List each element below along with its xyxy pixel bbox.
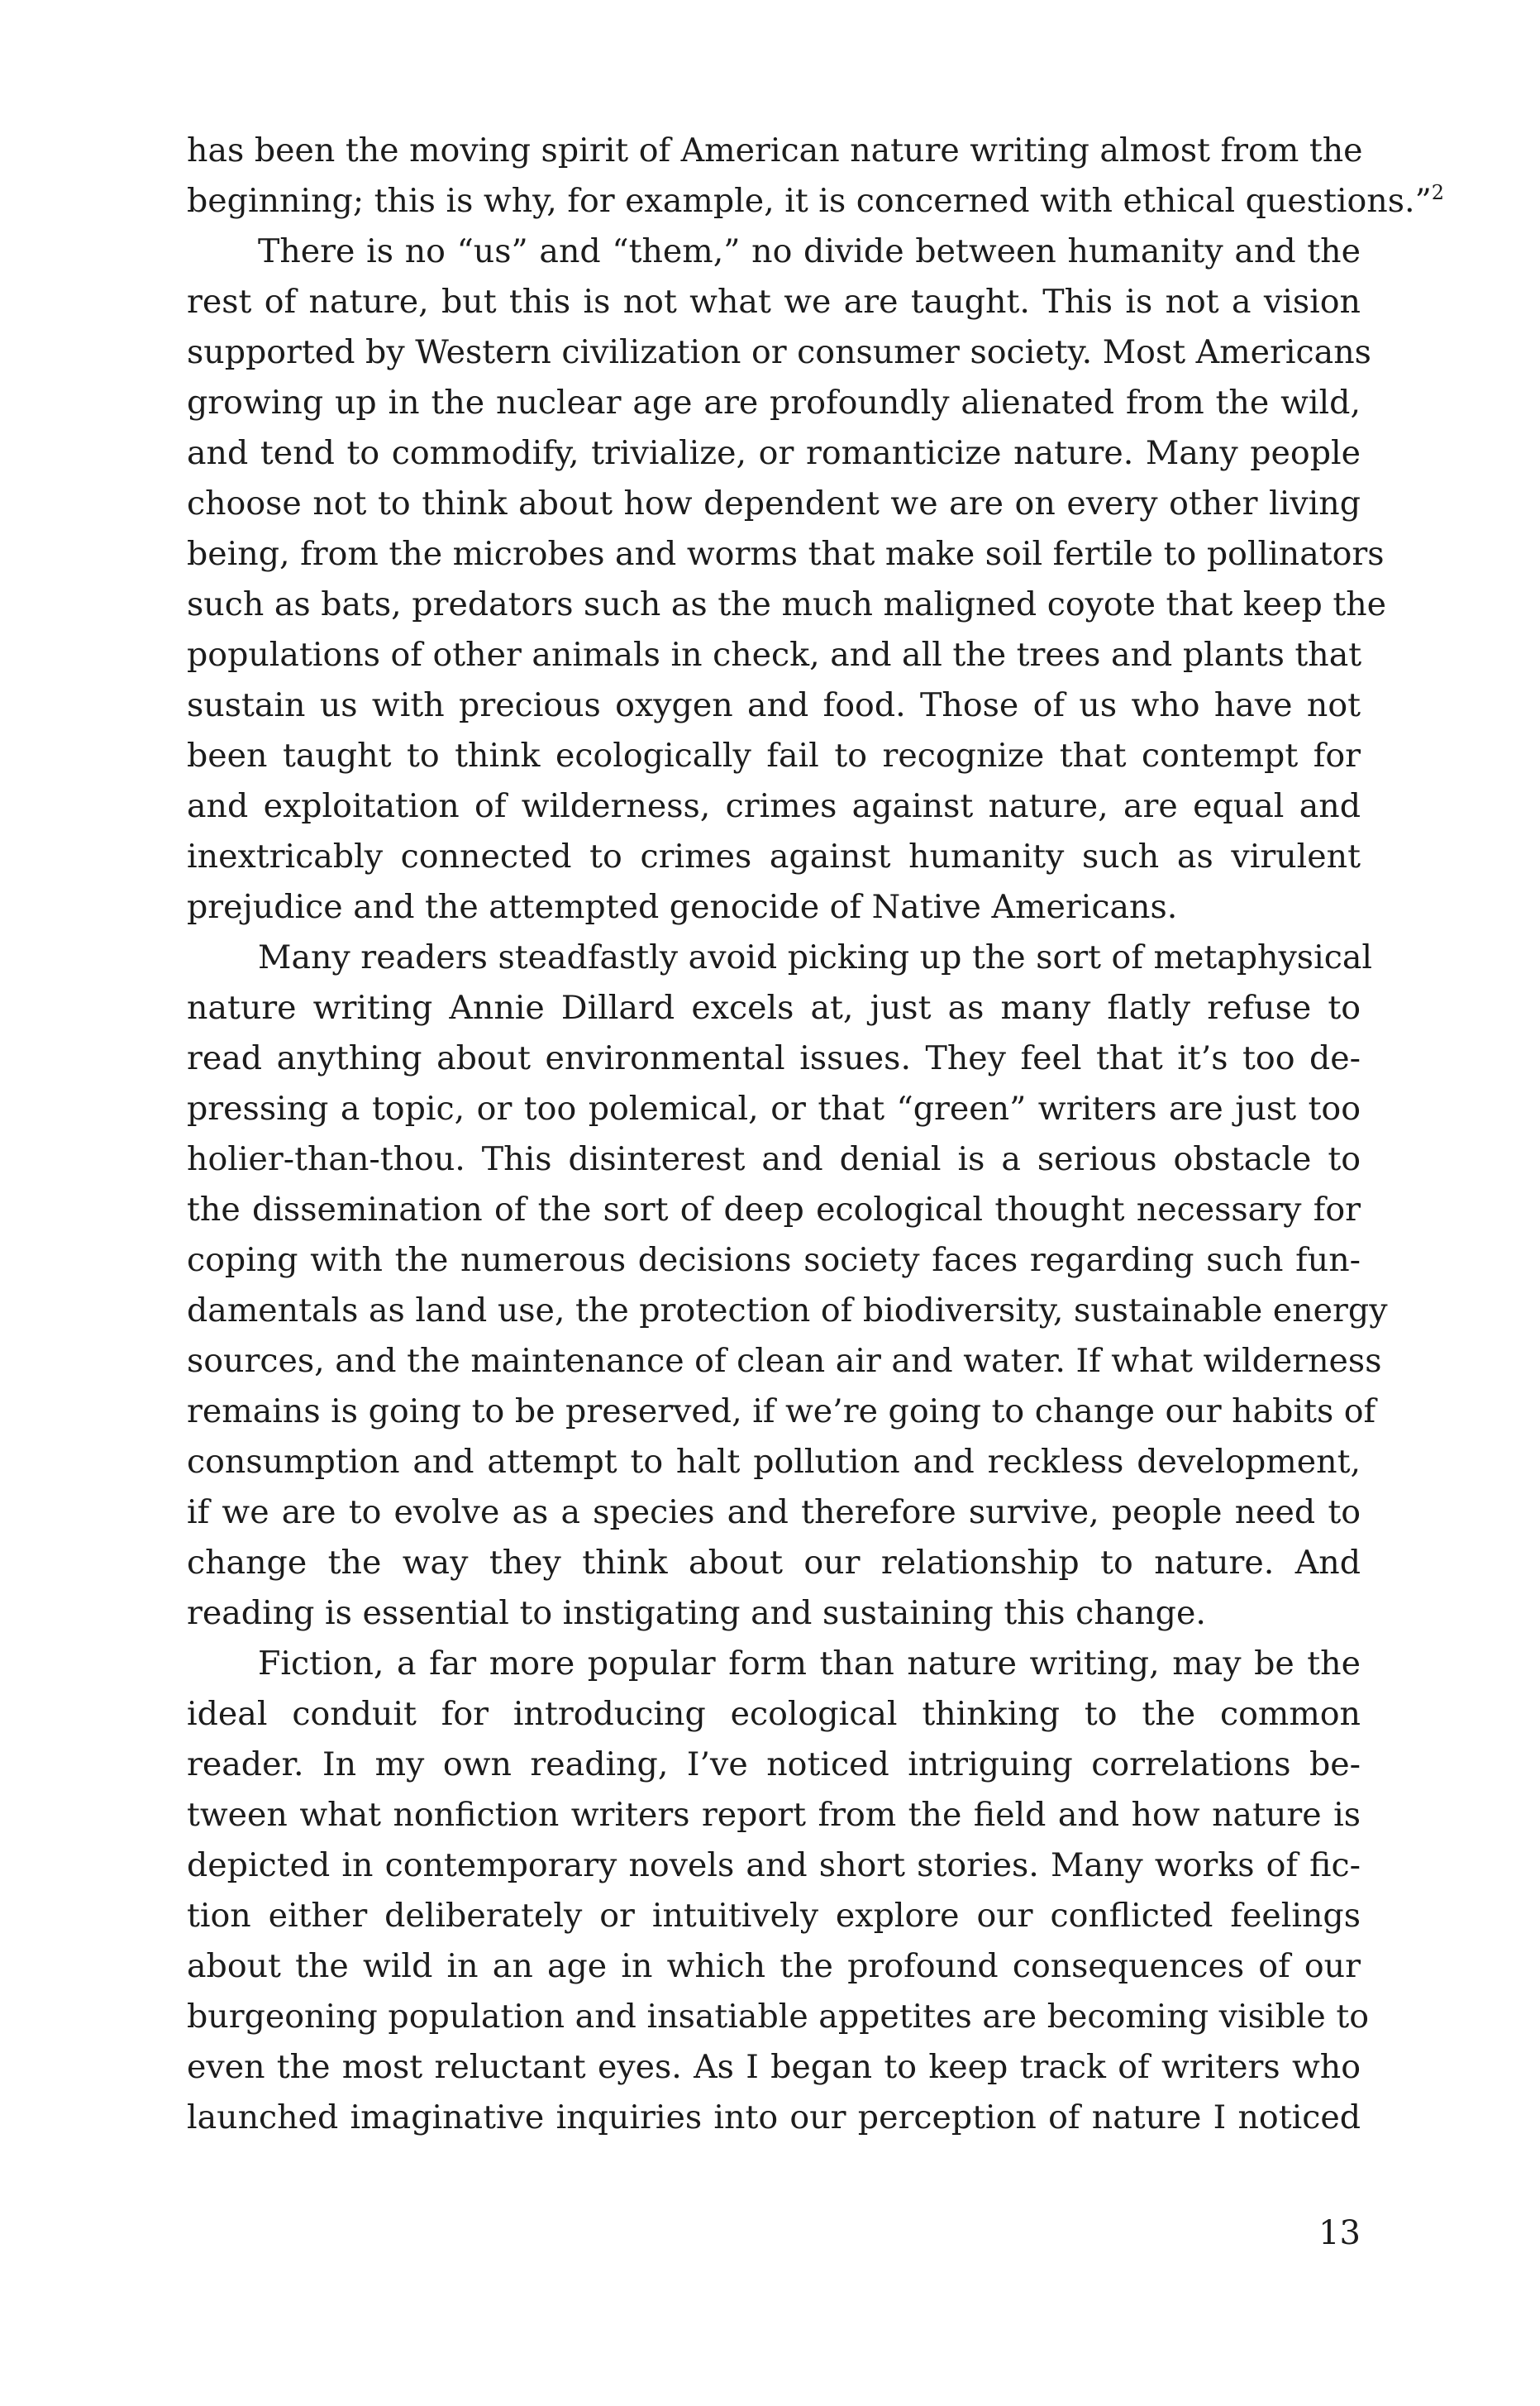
text-line: sustain us with precious oxygen and food. Those of us who have not: [187, 686, 1361, 724]
text-line: rest of nature, but this is not what we are taught. This is not a vision: [187, 283, 1361, 321]
text-line: ideal conduit for introducing ecological thinking to the common: [187, 1695, 1361, 1733]
text-line: Many readers steadfastly avoid picking up the sort of metaphysical: [258, 938, 1373, 976]
text-line: change the way they think about our relationship to nature. And: [187, 1544, 1361, 1582]
text-line: sources, and the maintenance of clean air and water. If what wilderness: [187, 1342, 1382, 1380]
text-line: the dissemination of the sort of deep ecological thought necessary for: [187, 1191, 1361, 1229]
text-line: choose not to think about how dependent we are on every other living: [187, 485, 1361, 523]
text-line-content: beginning; this is why, for example, it is concerned with ethical questions.”: [187, 182, 1432, 220]
text-line: [187, 176, 1445, 227]
text-line: tween what nonfiction writers report from the field and how nature is: [187, 1796, 1361, 1834]
text-line: such as bats, predators such as the much maligned coyote that keep the: [187, 585, 1387, 623]
text-line: nature writing Annie Dillard excels at, just as many flatly refuse to: [187, 989, 1361, 1027]
text-line: reader. In my own reading, I’ve noticed intriguing correlations be-: [187, 1745, 1361, 1783]
text-line: Fiction, a far more popular form than nature writing, may be the: [258, 1645, 1361, 1683]
text-line: being, from the microbes and worms that make soil fertile to pollinators: [187, 535, 1385, 573]
text-line: reading is essential to instigating and sustaining this change.: [187, 1594, 1206, 1632]
text-line: if we are to evolve as a species and therefore survive, people need to: [187, 1493, 1361, 1531]
text-line: coping with the numerous decisions society faces regarding such fun-: [187, 1241, 1361, 1279]
text-line: consumption and attempt to halt pollution and reckless development,: [187, 1443, 1361, 1481]
text-line: even the most reluctant eyes. As I began to keep track of writers who: [187, 2048, 1361, 2086]
text-line: There is no “us” and “them,” no divide between humanity and the: [258, 232, 1361, 270]
text-line: inextricably connected to crimes against humanity such as virulent: [187, 838, 1361, 876]
text-line: about the wild in an age in which the profound consequences of our: [187, 1947, 1361, 1985]
body-text: [187, 126, 1445, 2143]
text-line: pressing a topic, or too polemical, or that “green” writers are just too: [187, 1090, 1361, 1128]
text-line: remains is going to be preserved, if we’re going to change our habits of: [187, 1392, 1376, 1430]
text-line: burgeoning population and insatiable appetites are becoming visible to: [187, 1998, 1370, 2036]
text-line: been taught to think ecologically fail to recognize that contempt for: [187, 737, 1361, 775]
text-line: depicted in contemporary novels and short stories. Many works of fic-: [187, 1846, 1361, 1884]
text-line: populations of other animals in check, and all the trees and plants that: [187, 636, 1362, 674]
page-number: 13: [1318, 2214, 1361, 2252]
text-line: holier-than-thou. This disinterest and denial is a serious obstacle to: [187, 1140, 1361, 1178]
text-line: tion either deliberately or intuitively explore our conflicted feelings: [187, 1897, 1361, 1935]
text-line: damentals as land use, the protection of biodiversity, sustainable energy: [187, 1291, 1388, 1330]
text-line: and tend to commodify, trivialize, or romanticize nature. Many people: [187, 434, 1361, 472]
text-line: growing up in the nuclear age are profoundly alienated from the wild,: [187, 384, 1361, 422]
text-line: prejudice and the attempted genocide of Native Americans.: [187, 888, 1178, 926]
footnote-reference: 2: [1431, 181, 1445, 204]
text-line: launched imaginative inquiries into our perception of nature I noticed: [187, 2098, 1361, 2136]
text-line: has been the moving spirit of American nature writing almost from the: [187, 131, 1363, 169]
text-line: read anything about environmental issues. They feel that it’s too de-: [187, 1039, 1361, 1077]
text-line: and exploitation of wilderness, crimes against nature, are equal and: [187, 787, 1361, 825]
text-line: supported by Western civilization or consumer society. Most Americans: [187, 333, 1371, 371]
